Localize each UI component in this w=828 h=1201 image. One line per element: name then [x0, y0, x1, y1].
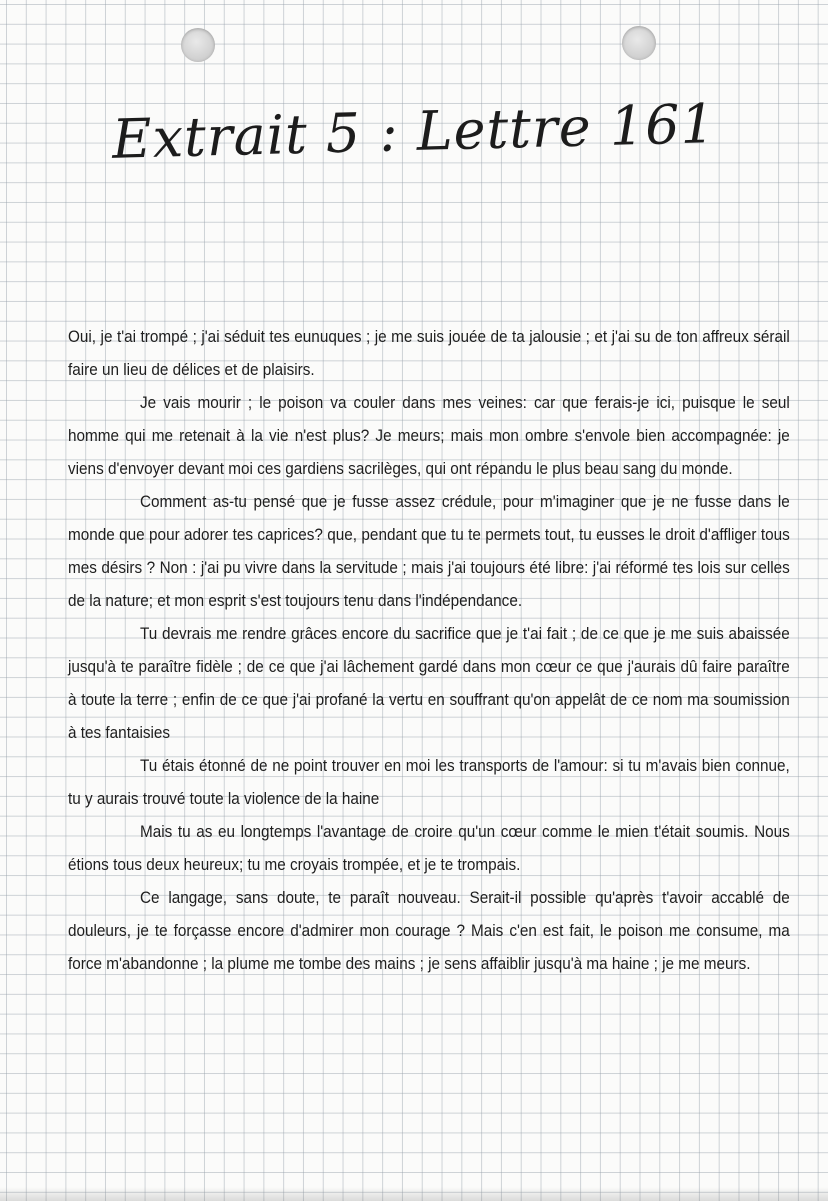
paragraph-6: Mais tu as eu longtemps l'avantage de croire qu'un cœur comme le mien t'était soumis. Nous étions tous deux heureux; tu me croyais trompée, et je te trompais.: [68, 822, 790, 874]
paragraph-4: Tu devrais me rendre grâces encore du sacrifice que je t'ai fait ; de ce que je me suis abaissée jusqu'à te paraître fidèle ; de ce que j'ai lâchement gardé dans mon cœur ce que j'aurais dû faire paraître à toute la terre ; enfin de ce que j'ai profané la vertu en souffrant qu'on appelât de ce nom ma soumission à tes fantaisies: [68, 624, 790, 742]
paragraph-5: Tu étais étonné de ne point trouver en moi les transports de l'amour: si tu m'avais bien connue, tu y aurais trouvé toute la violence de la haine: [68, 756, 790, 808]
paragraph-2: Je vais mourir ; le poison va couler dans mes veines: car que ferais-je ici, puisque le seul homme qui me retenait à la vie n'est plus? Je meurs; mais mon ombre s'envole bien accompagnée: je viens d'envoyer devant moi ces gardiens sacrilèges, qui ont répandu le plus beau sang du monde.: [68, 393, 790, 478]
paragraph-3: Comment as-tu pensé que je fusse assez crédule, pour m'imaginer que je ne fusse dans le monde que pour adorer tes caprices? que, pendant que tu te permets tout, tu eusses le droit d'affliger tous mes désirs ? Non : j'ai pu vivre dans la servitude ; mais j'ai toujours été libre: j'ai réformé tes lois sur celles de la nature; et mon esprit s'est toujours tenu dans l'indépendance.: [68, 492, 790, 610]
paragraph-7: Ce langage, sans doute, te paraît nouveau. Serait-il possible qu'après t'avoir accablé de douleurs, je te forçasse encore d'admirer mon courage ? Mais c'en est fait, le poison me consume, ma force m'abandonne ; la plume me tombe des mains ; je sens affaiblir jusqu'à ma haine ; je me meurs.: [68, 888, 790, 973]
page-title: Extrait 5 : Lettre 161: [111, 92, 717, 171]
punch-hole-right: [622, 26, 656, 60]
punch-hole-left: [181, 28, 215, 62]
letter-text: [68, 320, 790, 980]
paragraph-1: Oui, je t'ai trompé ; j'ai séduit tes eunuques ; je me suis jouée de ta jalousie ; et j'ai su de ton affreux sérail faire un lieu de délices et de plaisirs.: [68, 327, 790, 379]
